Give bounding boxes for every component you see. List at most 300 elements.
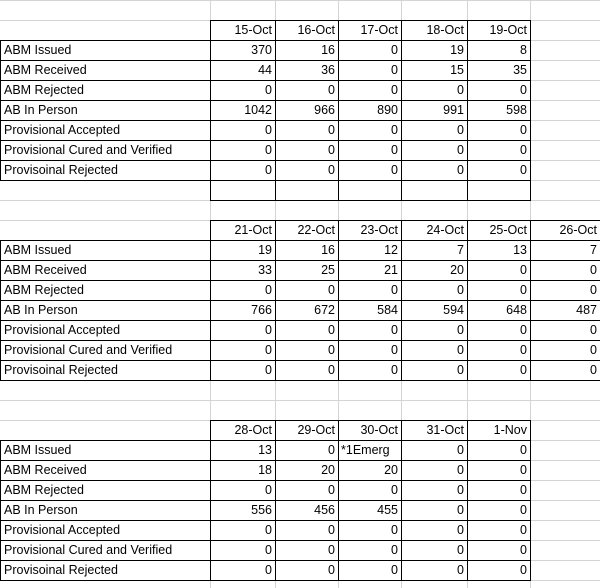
cell-border [467, 520, 531, 541]
value-cell[interactable]: 0 [328, 283, 335, 297]
value-cell[interactable]: 0 [520, 443, 527, 457]
label-border [0, 460, 211, 481]
cell-border [275, 80, 339, 101]
cell-border [401, 120, 468, 141]
cell-border [401, 500, 468, 521]
date-header-cell[interactable]: 1-Nov [493, 423, 527, 437]
value-cell[interactable]: 12 [384, 243, 398, 257]
value-cell[interactable]: 0 [590, 323, 597, 337]
value-cell[interactable]: 0 [328, 123, 335, 137]
value-cell[interactable]: 0 [457, 563, 464, 577]
cell-border [467, 240, 531, 261]
value-cell[interactable]: 0 [391, 43, 398, 57]
cell-border [275, 480, 339, 501]
label-border [0, 500, 211, 521]
label-border [0, 280, 211, 301]
value-cell[interactable]: 0 [520, 563, 527, 577]
value-cell[interactable]: 0 [391, 483, 398, 497]
empty-cell-border [210, 180, 276, 201]
value-cell[interactable]: 0 [265, 283, 272, 297]
value-cell[interactable]: 0 [520, 123, 527, 137]
value-cell[interactable]: 890 [377, 103, 398, 117]
cell-border [338, 460, 402, 481]
value-cell[interactable]: 0 [391, 123, 398, 137]
value-cell[interactable]: 0 [457, 503, 464, 517]
empty-cell-border [467, 180, 531, 201]
value-cell[interactable]: 0 [265, 523, 272, 537]
cell-border [210, 20, 276, 41]
row-label-cell[interactable]: ABM Received [4, 263, 87, 277]
cell-border [210, 280, 276, 301]
empty-cell-border [338, 180, 402, 201]
value-cell[interactable]: 456 [314, 503, 335, 517]
value-cell[interactable]: 766 [251, 303, 272, 317]
cell-border [467, 560, 531, 581]
cell-border [467, 540, 531, 561]
value-cell[interactable]: 0 [457, 163, 464, 177]
value-cell[interactable]: 0 [391, 163, 398, 177]
value-cell[interactable]: 20 [384, 463, 398, 477]
label-border [0, 60, 211, 81]
value-cell[interactable]: 0 [265, 83, 272, 97]
cell-border [210, 120, 276, 141]
cell-border [275, 220, 339, 241]
value-cell[interactable]: 0 [328, 543, 335, 557]
row-label-cell[interactable]: ABM Received [4, 463, 87, 477]
cell-border [467, 420, 531, 441]
value-cell[interactable]: 16 [321, 43, 335, 57]
cell-border [401, 260, 468, 281]
value-cell[interactable]: 0 [391, 343, 398, 357]
cell-border [467, 500, 531, 521]
value-cell[interactable]: 1042 [244, 103, 272, 117]
row-label-cell[interactable]: ABM Received [4, 63, 87, 77]
value-cell[interactable]: 20 [321, 463, 335, 477]
cell-border [275, 260, 339, 281]
cell-border [401, 40, 468, 61]
value-cell[interactable]: 0 [520, 283, 527, 297]
cell-border [275, 120, 339, 141]
date-header-cell[interactable]: 23-Oct [360, 223, 398, 237]
cell-border [467, 280, 531, 301]
cell-border [275, 560, 339, 581]
date-header-cell[interactable]: 17-Oct [360, 23, 398, 37]
value-cell[interactable]: 0 [391, 563, 398, 577]
cell-border [401, 160, 468, 181]
cell-border [401, 520, 468, 541]
value-cell[interactable]: 44 [258, 63, 272, 77]
cell-border [338, 540, 402, 561]
row-gridline [0, 0, 600, 1]
cell-border [210, 220, 276, 241]
label-border [0, 520, 211, 541]
value-cell[interactable]: 0 [520, 343, 527, 357]
value-cell[interactable]: 0 [520, 163, 527, 177]
value-cell[interactable]: 0 [391, 543, 398, 557]
cell-border [467, 20, 531, 41]
value-cell[interactable]: 0 [520, 323, 527, 337]
cell-border [338, 240, 402, 261]
value-cell[interactable]: 15 [450, 63, 464, 77]
cell-border [210, 560, 276, 581]
value-cell[interactable]: 0 [590, 363, 597, 377]
cell-border [338, 300, 402, 321]
value-cell[interactable]: 0 [328, 323, 335, 337]
label-border [0, 320, 211, 341]
cell-border [275, 460, 339, 481]
value-cell[interactable]: 0 [265, 143, 272, 157]
cell-border [467, 160, 531, 181]
value-cell[interactable]: 0 [265, 323, 272, 337]
value-cell[interactable]: 7 [457, 243, 464, 257]
value-cell[interactable]: 556 [251, 503, 272, 517]
cell-border [338, 60, 402, 81]
value-cell[interactable]: 0 [457, 83, 464, 97]
cell-border [401, 220, 468, 241]
value-cell[interactable]: 0 [520, 523, 527, 537]
cell-border [210, 420, 276, 441]
cell-border [401, 540, 468, 561]
cell-border [467, 40, 531, 61]
cell-border [401, 280, 468, 301]
value-cell[interactable]: 0 [391, 63, 398, 77]
cell-border [401, 420, 468, 441]
cell-border [275, 500, 339, 521]
cell-border [275, 20, 339, 41]
cell-border [401, 60, 468, 81]
row-label-cell[interactable]: Provisional Accepted [4, 323, 121, 337]
cell-border [275, 440, 339, 461]
value-cell[interactable]: 0 [265, 483, 272, 497]
label-border [0, 40, 211, 61]
value-cell[interactable]: 0 [328, 443, 335, 457]
cell-border [338, 40, 402, 61]
date-header-cell[interactable]: 30-Oct [360, 423, 398, 437]
cell-border [338, 500, 402, 521]
cell-border [275, 280, 339, 301]
value-cell[interactable]: 0 [265, 363, 272, 377]
cell-border [338, 320, 402, 341]
value-cell[interactable]: 0 [457, 143, 464, 157]
row-label-cell[interactable]: Provisoinal Rejected [4, 363, 118, 377]
cell-border [275, 240, 339, 261]
value-cell[interactable]: 0 [520, 83, 527, 97]
value-cell[interactable]: 0 [265, 123, 272, 137]
value-cell[interactable]: 35 [513, 63, 527, 77]
cell-border [275, 100, 339, 121]
value-cell[interactable]: 19 [258, 243, 272, 257]
value-cell[interactable]: 25 [321, 263, 335, 277]
cell-border [338, 260, 402, 281]
cell-border [338, 520, 402, 541]
date-header-cell[interactable]: 29-Oct [297, 423, 335, 437]
cell-border [338, 440, 402, 461]
cell-border [210, 140, 276, 161]
cell-border [338, 120, 402, 141]
value-cell[interactable]: 0 [590, 283, 597, 297]
cell-border [210, 440, 276, 461]
row-label-cell[interactable]: ABM Issued [4, 243, 72, 257]
date-header-cell[interactable]: 31-Oct [426, 423, 464, 437]
cell-border [401, 440, 468, 461]
cell-border [401, 360, 468, 381]
cell-border [467, 100, 531, 121]
date-header-cell[interactable]: 28-Oct [234, 423, 272, 437]
value-cell[interactable]: 0 [328, 343, 335, 357]
cell-border [467, 440, 531, 461]
cell-border [467, 460, 531, 481]
value-cell[interactable]: 33 [258, 263, 272, 277]
cell-border [275, 140, 339, 161]
label-border [0, 260, 211, 281]
cell-border [275, 420, 339, 441]
cell-border [210, 260, 276, 281]
row-gridline [0, 400, 600, 401]
cell-border [530, 300, 600, 321]
cell-border [467, 80, 531, 101]
label-border [0, 100, 211, 121]
value-cell[interactable]: 7 [590, 243, 597, 257]
cell-border [275, 540, 339, 561]
value-cell[interactable]: 8 [520, 43, 527, 57]
value-cell[interactable]: 0 [520, 463, 527, 477]
cell-border [467, 140, 531, 161]
row-label-cell[interactable]: Provisional Accepted [4, 523, 121, 537]
value-cell[interactable]: 0 [391, 283, 398, 297]
cell-border [467, 320, 531, 341]
label-border [0, 540, 211, 561]
value-cell[interactable]: *1Emerg [341, 443, 390, 457]
date-header-cell[interactable]: 15-Oct [234, 23, 272, 37]
cell-border [210, 320, 276, 341]
value-cell[interactable]: 0 [520, 363, 527, 377]
cell-border [210, 340, 276, 361]
value-cell[interactable]: 598 [506, 103, 527, 117]
label-border [0, 160, 211, 181]
cell-border [210, 540, 276, 561]
cell-border [467, 340, 531, 361]
cell-border [401, 340, 468, 361]
value-cell[interactable]: 0 [457, 483, 464, 497]
value-cell[interactable]: 991 [443, 103, 464, 117]
cell-border [530, 260, 600, 281]
value-cell[interactable]: 0 [391, 363, 398, 377]
value-cell[interactable]: 455 [377, 503, 398, 517]
cell-border [210, 360, 276, 381]
cell-border [210, 500, 276, 521]
cell-border [467, 60, 531, 81]
cell-border [338, 220, 402, 241]
cell-border [338, 140, 402, 161]
cell-border [338, 80, 402, 101]
cell-border [338, 20, 402, 41]
cell-border [275, 300, 339, 321]
cell-border [210, 300, 276, 321]
row-label-cell[interactable]: Provisional Cured and Verified [4, 143, 173, 157]
empty-cell-border [275, 180, 339, 201]
cell-border [401, 20, 468, 41]
cell-border [338, 340, 402, 361]
value-cell[interactable]: 370 [251, 43, 272, 57]
value-cell[interactable]: 0 [328, 523, 335, 537]
cell-border [401, 460, 468, 481]
row-label-cell[interactable]: ABM Issued [4, 43, 72, 57]
value-cell[interactable]: 13 [258, 443, 272, 457]
cell-border [530, 240, 600, 261]
value-cell[interactable]: 0 [391, 83, 398, 97]
label-border [0, 120, 211, 141]
cell-border [338, 160, 402, 181]
date-header-cell[interactable]: 26-Oct [559, 223, 597, 237]
cell-border [401, 80, 468, 101]
cell-border [338, 480, 402, 501]
cell-border [210, 460, 276, 481]
row-label-cell[interactable]: Provisional Cured and Verified [4, 343, 173, 357]
label-border [0, 480, 211, 501]
cell-border [275, 340, 339, 361]
date-header-cell[interactable]: 22-Oct [297, 223, 335, 237]
value-cell[interactable]: 0 [457, 463, 464, 477]
cell-border [401, 320, 468, 341]
cell-border [401, 100, 468, 121]
cell-border [210, 240, 276, 261]
cell-border [210, 160, 276, 181]
value-cell[interactable]: 0 [265, 163, 272, 177]
value-cell[interactable]: 0 [328, 83, 335, 97]
value-cell[interactable]: 18 [258, 463, 272, 477]
row-label-cell[interactable]: Provisoinal Rejected [4, 563, 118, 577]
value-cell[interactable]: 0 [457, 343, 464, 357]
value-cell[interactable]: 0 [590, 343, 597, 357]
row-label-cell[interactable]: ABM Rejected [4, 283, 84, 297]
cell-border [530, 340, 600, 361]
value-cell[interactable]: 0 [391, 143, 398, 157]
value-cell[interactable]: 20 [450, 263, 464, 277]
value-cell[interactable]: 0 [457, 283, 464, 297]
row-label-cell[interactable]: Provisional Accepted [4, 123, 121, 137]
cell-border [338, 100, 402, 121]
cell-border [275, 160, 339, 181]
value-cell[interactable]: 0 [520, 503, 527, 517]
cell-border [401, 560, 468, 581]
label-border [0, 140, 211, 161]
value-cell[interactable]: 0 [391, 523, 398, 537]
date-header-cell[interactable]: 25-Oct [489, 223, 527, 237]
cell-border [467, 220, 531, 241]
empty-cell-border [401, 180, 468, 201]
value-cell[interactable]: 16 [321, 243, 335, 257]
cell-border [467, 120, 531, 141]
cell-border [210, 100, 276, 121]
value-cell[interactable]: 0 [520, 483, 527, 497]
value-cell[interactable]: 0 [457, 323, 464, 337]
value-cell[interactable]: 0 [520, 263, 527, 277]
value-cell[interactable]: 21 [384, 263, 398, 277]
value-cell[interactable]: 487 [576, 303, 597, 317]
date-header-cell[interactable]: 16-Oct [297, 23, 335, 37]
label-border [0, 360, 211, 381]
row-label-cell[interactable]: AB In Person [4, 503, 78, 517]
value-cell[interactable]: 966 [314, 103, 335, 117]
cell-border [401, 300, 468, 321]
label-border [0, 300, 211, 321]
date-header-cell[interactable]: 21-Oct [234, 223, 272, 237]
value-cell[interactable]: 584 [377, 303, 398, 317]
cell-border [338, 280, 402, 301]
row-label-cell[interactable]: Provisional Cured and Verified [4, 543, 173, 557]
cell-border [338, 560, 402, 581]
cell-border [275, 520, 339, 541]
cell-border [467, 260, 531, 281]
value-cell[interactable]: 0 [265, 543, 272, 557]
row-label-cell[interactable]: AB In Person [4, 303, 78, 317]
label-border [0, 440, 211, 461]
cell-border [530, 220, 600, 241]
row-label-cell[interactable]: ABM Issued [4, 443, 72, 457]
value-cell[interactable]: 0 [328, 363, 335, 377]
cell-border [530, 280, 600, 301]
value-cell[interactable]: 0 [520, 143, 527, 157]
cell-border [210, 520, 276, 541]
cell-border [275, 40, 339, 61]
value-cell[interactable]: 0 [457, 123, 464, 137]
value-cell[interactable]: 0 [328, 143, 335, 157]
value-cell[interactable]: 0 [457, 543, 464, 557]
cell-border [210, 480, 276, 501]
cell-border [467, 300, 531, 321]
cell-border [210, 60, 276, 81]
value-cell[interactable]: 0 [328, 563, 335, 577]
cell-border [530, 320, 600, 341]
value-cell[interactable]: 0 [391, 323, 398, 337]
value-cell[interactable]: 0 [265, 563, 272, 577]
row-label-cell[interactable]: Provisoinal Rejected [4, 163, 118, 177]
cell-border [401, 140, 468, 161]
row-label-cell[interactable]: ABM Rejected [4, 483, 84, 497]
cell-border [275, 60, 339, 81]
cell-border [338, 360, 402, 381]
cell-border [467, 480, 531, 501]
cell-border [401, 240, 468, 261]
value-cell[interactable]: 0 [328, 483, 335, 497]
value-cell[interactable]: 36 [321, 63, 335, 77]
cell-border [275, 320, 339, 341]
value-cell[interactable]: 0 [265, 343, 272, 357]
row-label-cell[interactable]: AB In Person [4, 103, 78, 117]
cell-border [401, 480, 468, 501]
value-cell[interactable]: 672 [314, 303, 335, 317]
cell-border [338, 420, 402, 441]
value-cell[interactable]: 0 [457, 443, 464, 457]
date-header-cell[interactable]: 18-Oct [426, 23, 464, 37]
date-header-cell[interactable]: 19-Oct [489, 23, 527, 37]
label-border [0, 80, 211, 101]
value-cell[interactable]: 648 [506, 303, 527, 317]
value-cell[interactable]: 0 [520, 543, 527, 557]
value-cell[interactable]: 0 [457, 363, 464, 377]
value-cell[interactable]: 594 [443, 303, 464, 317]
label-border [0, 560, 211, 581]
row-label-cell[interactable]: ABM Rejected [4, 83, 84, 97]
value-cell[interactable]: 19 [450, 43, 464, 57]
value-cell[interactable]: 0 [457, 523, 464, 537]
value-cell[interactable]: 13 [513, 243, 527, 257]
value-cell[interactable]: 0 [590, 263, 597, 277]
cell-border [275, 360, 339, 381]
cell-border [530, 360, 600, 381]
value-cell[interactable]: 0 [328, 163, 335, 177]
date-header-cell[interactable]: 24-Oct [426, 223, 464, 237]
